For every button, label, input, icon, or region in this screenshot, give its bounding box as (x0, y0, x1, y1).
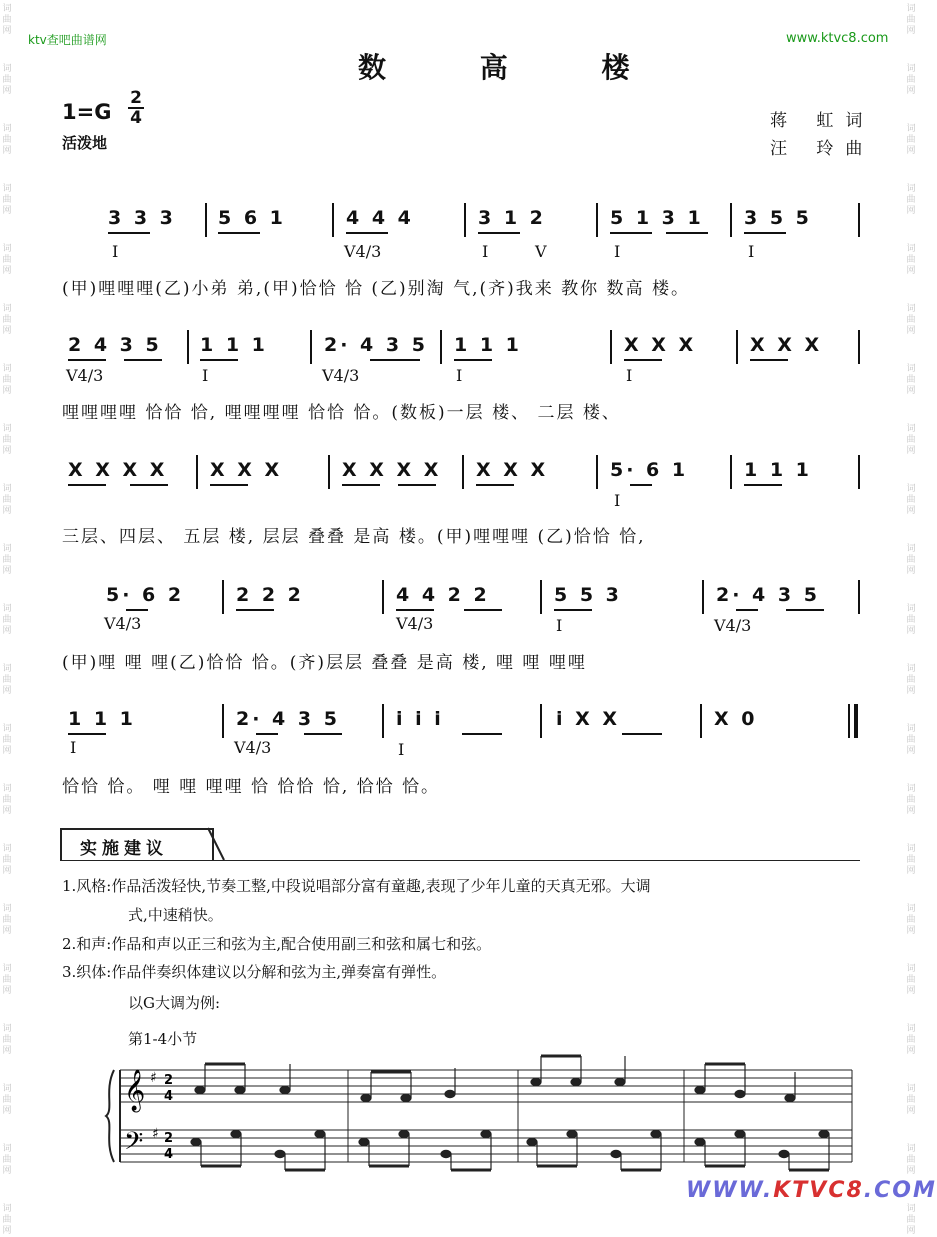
beam (554, 609, 592, 611)
side-watermark: 词 曲 网 (906, 964, 916, 996)
beam (622, 733, 662, 735)
chord-symbol: I (398, 740, 405, 759)
side-watermark: 词 曲 网 (906, 64, 916, 96)
beam (398, 484, 436, 486)
side-watermark: 词 曲 网 (906, 484, 916, 516)
bar-line (858, 330, 860, 364)
side-watermark: 词 曲 网 (2, 244, 12, 276)
svg-text:2: 2 (164, 1131, 174, 1146)
time-sig-bottom: 4 (130, 108, 142, 128)
chord-symbol: V4/3 (322, 366, 360, 385)
suggestions-heading-tab (60, 828, 214, 860)
side-watermark: 词 曲 网 (906, 724, 916, 756)
side-watermark: 词 曲 网 (2, 1204, 12, 1236)
beam (750, 359, 788, 361)
suggestion-item (62, 872, 872, 900)
chord-symbol: I (456, 366, 463, 385)
beam (610, 232, 652, 234)
beam (126, 609, 148, 611)
beam (124, 359, 162, 361)
beam (624, 359, 662, 361)
lyrics-line-1: (甲)哩哩哩(乙)小弟 弟,(甲)恰恰 恰 (乙)别淘 气,(齐)我来 教你 数高 楼。 (62, 279, 690, 299)
side-watermark: 词 曲 网 (2, 964, 12, 996)
measure: 2· 4 3 5 (324, 334, 428, 356)
bar-line (858, 455, 860, 489)
suggestion-continuation: 以G大调为例: (128, 994, 221, 1012)
side-watermark: 词 曲 网 (2, 304, 12, 336)
chord-symbol: V (535, 242, 547, 261)
key-signature: 1=G (62, 100, 112, 124)
side-watermark: 词 曲 网 (2, 364, 12, 396)
site-watermark-left[interactable]: ktv查吧曲谱网 (28, 33, 107, 47)
suggestion-label: 3.织体: (62, 963, 112, 981)
bar-line (222, 580, 224, 614)
side-watermark: 词 曲 网 (2, 124, 12, 156)
side-watermark: 词 曲 网 (2, 904, 12, 936)
beam (464, 609, 502, 611)
beam (304, 733, 342, 735)
bar-line (382, 580, 384, 614)
measure: 1 1 1 (200, 334, 268, 356)
measure: 2 2 2 (236, 584, 304, 606)
chord-symbol: V4/3 (396, 614, 434, 633)
beam (630, 484, 652, 486)
side-watermark: 词 曲 网 (906, 1144, 916, 1176)
measure: X X X (750, 334, 823, 356)
beam (256, 733, 278, 735)
suggestion-label: 2.和声: (62, 935, 112, 953)
measure: 1 1 1 (454, 334, 522, 356)
chord-symbol: I (556, 616, 563, 635)
beam (218, 232, 260, 234)
bar-line (596, 203, 598, 237)
beam (736, 609, 758, 611)
measure: 3 1 2 (478, 207, 546, 229)
heading-tab-slant (200, 826, 230, 862)
beam (666, 232, 708, 234)
side-watermark: 词 曲 网 (2, 424, 12, 456)
beam (346, 232, 388, 234)
side-watermark: 词 曲 网 (2, 184, 12, 216)
bar-line (540, 704, 542, 738)
side-watermark: 词 曲 网 (906, 604, 916, 636)
beam (130, 484, 168, 486)
suggestion-text: 作品伴奏织体建议以分解和弦为主,弹奏富有弹性。 (111, 963, 447, 981)
side-watermark: 词 曲 网 (906, 1084, 916, 1116)
measure: X X X X (68, 459, 168, 481)
measure: X X X X (342, 459, 442, 481)
bar-line (332, 203, 334, 237)
chord-symbol: V4/3 (234, 738, 272, 757)
beam (478, 232, 520, 234)
chord-symbol: I (70, 738, 77, 757)
measure: 5 1 3 1 (610, 207, 704, 229)
side-watermark: 词 曲 网 (2, 784, 12, 816)
bar-line (328, 455, 330, 489)
side-watermark: 词 曲 网 (906, 124, 916, 156)
bar-line (205, 203, 207, 237)
beam (68, 359, 106, 361)
bar-line (730, 455, 732, 489)
lyrics-line-4: (甲)哩 哩 哩(乙)恰恰 恰。(齐)层层 叠叠 是高 楼, 哩 哩 哩哩 (62, 653, 587, 673)
side-watermark: 词 曲 网 (906, 1024, 916, 1056)
chord-symbol: V4/3 (344, 242, 382, 261)
beam (68, 733, 106, 735)
measure: 3 5 5 (744, 207, 812, 229)
beam (462, 733, 502, 735)
measure: 5· 6 1 (610, 459, 689, 481)
side-watermark: 词 曲 网 (2, 544, 12, 576)
beam (200, 359, 238, 361)
chord-symbol: I (202, 366, 209, 385)
measure: 5· 6 2 (106, 584, 185, 606)
svg-text:♯: ♯ (150, 1070, 157, 1086)
beam (108, 232, 150, 234)
side-watermark: 词 曲 网 (2, 4, 12, 36)
side-watermark: 词 曲 网 (2, 1024, 12, 1056)
measure: 1 1 1 (744, 459, 812, 481)
svg-text:𝄞: 𝄞 (124, 1070, 146, 1111)
side-watermark: 词 曲 网 (2, 64, 12, 96)
suggestions-heading: 实施建议 (80, 839, 168, 859)
measure: 5 6 1 (218, 207, 286, 229)
chord-symbol: I (748, 242, 755, 261)
bar-line (187, 330, 189, 364)
side-watermark: 词 曲 网 (906, 304, 916, 336)
beam (786, 609, 824, 611)
measure: 1 1 1 (68, 708, 136, 730)
lyrics-line-3: 三层、四层、 五层 楼, 层层 叠叠 是高 楼。(甲)哩哩哩 (乙)恰恰 恰, (62, 527, 646, 547)
suggestion-item (62, 930, 872, 958)
bar-line (462, 455, 464, 489)
beam (370, 359, 420, 361)
side-watermark: 词 曲 网 (906, 4, 916, 36)
bar-line (736, 330, 738, 364)
side-watermark: 词 曲 网 (2, 1144, 12, 1176)
chord-symbol: I (626, 366, 633, 385)
site-watermark-bottom[interactable]: WWW.KTVC8.COM (686, 1178, 937, 1203)
side-watermark: 词 曲 网 (2, 664, 12, 696)
chord-symbol: V4/3 (104, 614, 142, 633)
time-sig-top: 2 (130, 88, 142, 108)
beam (342, 484, 380, 486)
beam (454, 359, 492, 361)
side-watermark: 词 曲 网 (906, 664, 916, 696)
measure: 2 4 3 5 (68, 334, 162, 356)
beam (68, 484, 106, 486)
side-watermark: 词 曲 网 (906, 1204, 916, 1236)
beam (396, 609, 434, 611)
side-watermark: 词 曲 网 (906, 904, 916, 936)
svg-text:2: 2 (164, 1073, 174, 1088)
svg-text:♯: ♯ (152, 1126, 159, 1142)
bar-line (222, 704, 224, 738)
suggestion-label: 1.风格: (62, 877, 112, 895)
section-divider (60, 860, 860, 861)
bar-line (440, 330, 442, 364)
suggestion-continuation: 式,中速稍快。 (128, 906, 223, 924)
side-watermark: 词 曲 网 (2, 724, 12, 756)
bar-line (730, 203, 732, 237)
bar-line (382, 704, 384, 738)
lyrics-line-5: 恰恰 恰。 哩 哩 哩哩 恰 恰恰 恰, 恰恰 恰。 (62, 777, 441, 797)
side-watermark: 词 曲 网 (906, 244, 916, 276)
left-watermark-strip (0, 0, 14, 1236)
bar-line (610, 330, 612, 364)
final-bar-thin (848, 704, 850, 738)
lyricist-credit: 蒋 虹词 (770, 111, 875, 131)
measure: i X X (556, 708, 621, 730)
time-signature (128, 90, 144, 126)
piano-example-staff (100, 1050, 870, 1180)
svg-text:𝄢: 𝄢 (124, 1127, 144, 1162)
side-watermark: 词 曲 网 (2, 844, 12, 876)
beam (744, 484, 782, 486)
bar-line (858, 580, 860, 614)
measure: X 0 (714, 708, 758, 730)
side-watermark: 词 曲 网 (906, 844, 916, 876)
measure: X X X (624, 334, 697, 356)
side-watermark: 词 曲 网 (2, 604, 12, 636)
measure: 4 4 2 2 (396, 584, 490, 606)
suggestion-item (62, 958, 872, 986)
beam (744, 232, 786, 234)
bar-line (596, 455, 598, 489)
measure: 3 3 3 (108, 207, 176, 229)
side-watermark: 词 曲 网 (906, 424, 916, 456)
chord-symbol: I (614, 242, 621, 261)
side-watermark: 词 曲 网 (2, 484, 12, 516)
lyrics-line-2: 哩哩哩哩 恰恰 恰, 哩哩哩哩 恰恰 恰。(数板)一层 楼、 二层 楼、 (62, 403, 621, 423)
measure: 5 5 3 (554, 584, 622, 606)
beam (476, 484, 514, 486)
composer-credit: 汪 玲曲 (770, 139, 875, 159)
measure: X X X (210, 459, 283, 481)
bar-line (310, 330, 312, 364)
svg-text:4: 4 (164, 1089, 174, 1104)
right-watermark-strip (904, 0, 918, 1236)
measure: 2· 4 3 5 (236, 708, 340, 730)
bar-line (700, 704, 702, 738)
bar-line (540, 580, 542, 614)
measure: 4 4 4 (346, 207, 414, 229)
beam (210, 484, 248, 486)
suggestion-text: 作品和声以正三和弦为主,配合使用副三和弦和属七和弦。 (111, 935, 492, 953)
site-watermark-right[interactable]: www.ktvc8.com (786, 31, 889, 46)
bar-line (196, 455, 198, 489)
chord-symbol: V4/3 (66, 366, 104, 385)
bar-line (702, 580, 704, 614)
measure: i i i (396, 708, 444, 730)
side-watermark: 词 曲 网 (906, 184, 916, 216)
chord-symbol: V4/3 (714, 616, 752, 635)
tempo-marking: 活泼地 (62, 134, 108, 152)
suggestion-text: 作品活泼轻快,节奏工整,中段说唱部分富有童趣,表现了少年儿童的天真无邪。大调 (111, 877, 651, 895)
measure: X X X (476, 459, 549, 481)
chord-symbol: I (614, 491, 621, 510)
bar-line (464, 203, 466, 237)
beam (236, 609, 274, 611)
chord-symbol: I (482, 242, 489, 261)
song-title: 数 高 楼 (358, 51, 672, 84)
side-watermark: 词 曲 网 (906, 544, 916, 576)
side-watermark: 词 曲 网 (906, 784, 916, 816)
measure: 2· 4 3 5 (716, 584, 820, 606)
final-bar-thick (854, 704, 858, 738)
svg-text:4: 4 (164, 1147, 174, 1162)
side-watermark: 词 曲 网 (906, 364, 916, 396)
side-watermark: 词 曲 网 (2, 1084, 12, 1116)
bar-line (858, 203, 860, 237)
chord-symbol: I (112, 242, 119, 261)
example-caption: 第1-4小节 (128, 1030, 198, 1048)
